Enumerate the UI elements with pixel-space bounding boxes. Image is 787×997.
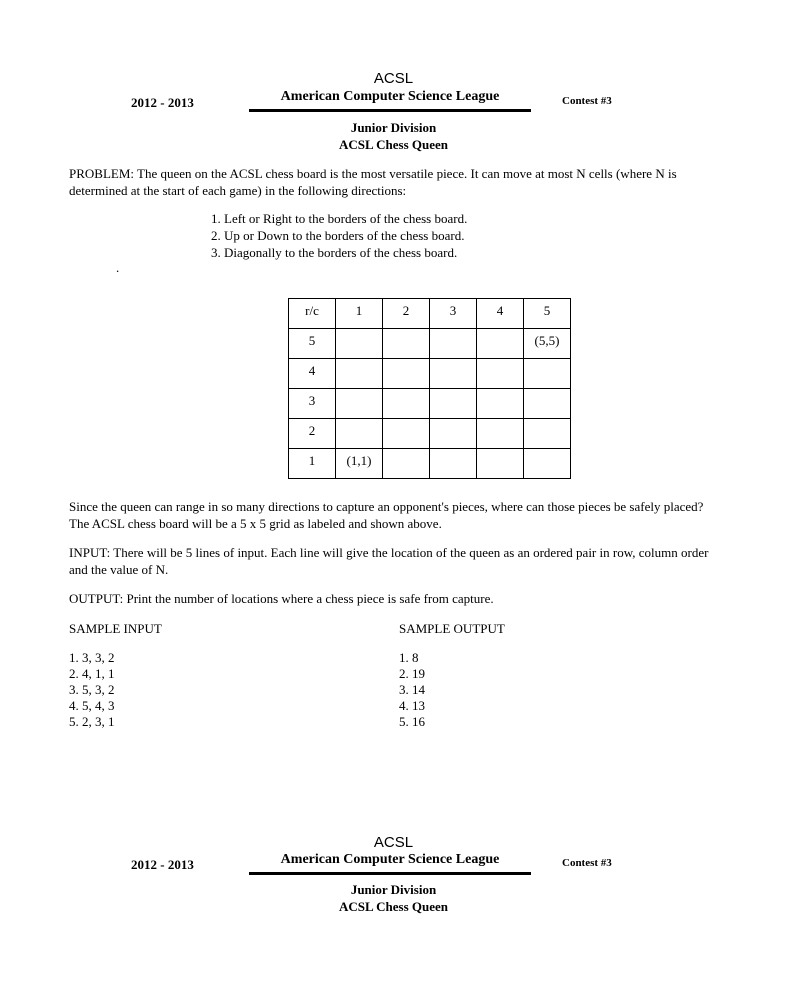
board-cell	[430, 449, 477, 479]
sample-output-title: SAMPLE OUTPUT	[399, 621, 505, 636]
division-label: Junior Division	[350, 120, 437, 135]
board-cell	[477, 359, 524, 389]
board-header-row	[289, 299, 571, 329]
sample-output-item: 5. 16	[399, 714, 425, 729]
board-cell: 5	[524, 299, 571, 329]
sample-input-list	[69, 650, 115, 730]
direction-item: 1. Left or Right to the borders of the chess board.	[211, 211, 468, 226]
board-cell	[477, 329, 524, 359]
board-cell	[383, 449, 430, 479]
board-cell	[524, 389, 571, 419]
board-cell	[477, 449, 524, 479]
stray-mark: .	[116, 260, 120, 275]
board-cell	[524, 449, 571, 479]
year-label: 2012 - 2013	[131, 857, 194, 872]
board-cell	[430, 329, 477, 359]
sample-input-item: 4. 5, 4, 3	[69, 698, 115, 713]
board-cell	[524, 419, 571, 449]
board-cell: (1,1)	[336, 449, 383, 479]
sample-input-item: 2. 4, 1, 1	[69, 666, 115, 681]
board-cell: 4	[289, 359, 336, 389]
direction-item: 2. Up or Down to the borders of the chess board.	[211, 228, 465, 243]
board-cell: 4	[477, 299, 524, 329]
board-cell	[477, 389, 524, 419]
direction-item: 3. Diagonally to the borders of the chess board.	[211, 245, 458, 260]
direction-list	[211, 210, 467, 261]
sample-input-item: 1. 3, 3, 2	[69, 650, 115, 665]
board-cell	[383, 389, 430, 419]
contest-label: Contest #3	[562, 857, 612, 869]
problem-intro: PROBLEM: The queen on the ACSL chess board is the most versatile piece. It can move at most N cells (where N is determined at the start of each game) in the following directions:	[69, 166, 677, 198]
board-cell: 5	[289, 329, 336, 359]
board-row	[289, 449, 571, 479]
division-label: Junior Division	[350, 882, 437, 897]
board-cell: (5,5)	[524, 329, 571, 359]
board-cell	[477, 419, 524, 449]
sample-output-item: 3. 14	[399, 682, 425, 697]
board-cell	[524, 359, 571, 389]
board-cell	[383, 359, 430, 389]
input-paragraph: INPUT: There will be 5 lines of input. Each line will give the location of the queen as an ordered pair in row, column order and the value of N.	[69, 545, 709, 577]
board-cell	[336, 419, 383, 449]
board-cell: 2	[289, 419, 336, 449]
board-cell: 1	[289, 449, 336, 479]
board-cell: 2	[383, 299, 430, 329]
sample-input-item: 5. 2, 3, 1	[69, 714, 115, 729]
header-rule	[249, 872, 531, 875]
board-cell	[430, 389, 477, 419]
sample-input-title: SAMPLE INPUT	[69, 621, 162, 636]
board-cell: 1	[336, 299, 383, 329]
year-label: 2012 - 2013	[131, 95, 194, 110]
board-cell: 3	[430, 299, 477, 329]
board-row	[289, 389, 571, 419]
league-name: American Computer Science League	[280, 89, 500, 104]
board-cell	[430, 359, 477, 389]
board-cell	[336, 329, 383, 359]
board-row	[289, 329, 571, 359]
page-title: ACSL Chess Queen	[338, 137, 449, 152]
page-title: ACSL Chess Queen	[338, 899, 449, 914]
sample-output-list	[399, 650, 425, 730]
acsl-logo: ACSL	[373, 70, 414, 87]
since-paragraph: Since the queen can range in so many directions to capture an opponent's pieces, where can those pieces be safely placed? The ACSL chess board will be a 5 x 5 grid as labeled and shown above.	[69, 499, 704, 531]
sample-output-item: 4. 13	[399, 698, 425, 713]
board-cell	[383, 419, 430, 449]
output-paragraph: OUTPUT: Print the number of locations where a chess piece is safe from capture.	[69, 591, 494, 606]
board-cell	[336, 389, 383, 419]
header-rule	[249, 109, 531, 112]
board-cell	[336, 359, 383, 389]
board-cell: r/c	[289, 299, 336, 329]
contest-label: Contest #3	[562, 95, 612, 107]
board-row	[289, 359, 571, 389]
chess-board	[288, 298, 571, 479]
sample-output-item: 1. 8	[399, 650, 419, 665]
sample-output-item: 2. 19	[399, 666, 425, 681]
board-row	[289, 419, 571, 449]
board-cell	[430, 419, 477, 449]
acsl-logo: ACSL	[373, 834, 414, 851]
league-name: American Computer Science League	[280, 852, 500, 867]
sample-input-item: 3. 5, 3, 2	[69, 682, 115, 697]
board-cell: 3	[289, 389, 336, 419]
board-cell	[383, 329, 430, 359]
